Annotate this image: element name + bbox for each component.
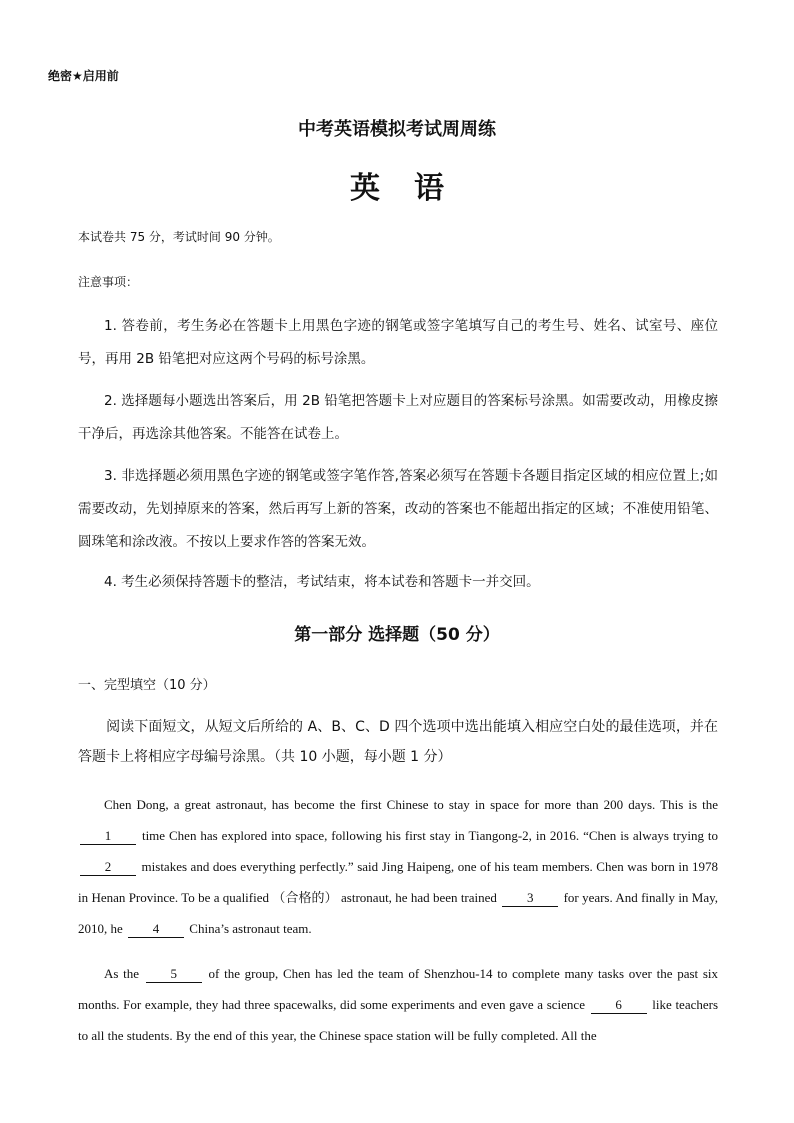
instruction-text: 阅读下面短文，从短文后所给的 A、B、C、D 四个选项中选出能填入相应空白处的最佳选项，并在答题卡上将相应字母编号涂黑。（共 10 小题，每小题 1 分） <box>78 719 718 765</box>
passage-text: As the <box>104 966 140 981</box>
passage-text: of the group, Chen has led the team of Shenzhou-14 to complete many tasks over the past six months. For example, they had three spacewalks, did some experiments and even gave a science <box>78 966 719 1012</box>
note-item <box>78 566 718 599</box>
passage-text: mistakes and does everything perfectly.” said Jing Haipeng, one of his team members. Chen was born in 1978 in Henan Province. To be a qualified （合格的） astronaut, he had been trained <box>78 859 718 905</box>
subject-title: 英语 <box>350 171 478 206</box>
passage-text: China’s astronaut team. <box>189 921 312 936</box>
part-one-heading: 第一部分 选择题（50 分） <box>294 625 500 645</box>
blank-6: 6 <box>591 997 647 1014</box>
passage-paragraph <box>78 958 718 1051</box>
note-text: 4. 考生必须保持答题卡的整洁，考试结束，将本试卷和答题卡一并交回。 <box>104 574 540 590</box>
note-text: 1. 答卷前，考生务必在答题卡上用黑色字迹的钢笔或签字笔填写自己的考生号、姓名、试室号、座位号，再用 2B 铅笔把对应这两个号码的标号涂黑。 <box>78 318 718 367</box>
section-instruction <box>78 712 718 772</box>
note-text: 3. 非选择题必须用黑色字迹的钢笔或签字笔作答,答案必须写在答题卡各题目指定区域的相应位置上;如需要改动，先划掉原来的答案，然后再写上新的答案，改动的答案也不能超出指定的区域；不准使用铅笔、圆珠笔和涂改液。不按以上要求作答的答案无效。 <box>78 468 718 550</box>
passage-paragraph <box>78 789 718 944</box>
blank-1: 1 <box>80 828 136 845</box>
blank-3: 3 <box>502 890 558 907</box>
note-item <box>78 310 718 376</box>
note-item <box>78 460 718 559</box>
passage-text: Chen Dong, a great astronaut, has become the first Chinese to stay in space for more than 200 days. This is the <box>104 797 718 812</box>
blank-5: 5 <box>146 966 202 983</box>
note-item <box>78 385 718 451</box>
blank-2: 2 <box>80 859 136 876</box>
section-heading: 一、完型填空（10 分） <box>78 678 216 693</box>
confidential-label: 绝密★启用前 <box>48 69 119 83</box>
notes-heading: 注意事项： <box>78 275 139 289</box>
passage-text: like teachers to all the students. By the end of this year, the Chinese space station will be fully completed. All the <box>78 997 719 1043</box>
note-text: 2. 选择题每小题选出答案后，用 2B 铅笔把答题卡上对应题目的答案标号涂黑。如需要改动，用橡皮擦干净后，再选涂其他答案。不能答在试卷上。 <box>78 393 718 442</box>
passage-text: for years. And finally in May, 2010, he <box>78 890 718 936</box>
passage-text: time Chen has explored into space, following his first stay in Tiangong-2, in 2016. “Chen is always trying to <box>141 828 719 843</box>
blank-4: 4 <box>128 921 184 938</box>
exam-title: 中考英语模拟考试周周练 <box>298 119 496 140</box>
exam-info: 本试卷共 75 分，考试时间 90 分钟。 <box>78 230 280 244</box>
